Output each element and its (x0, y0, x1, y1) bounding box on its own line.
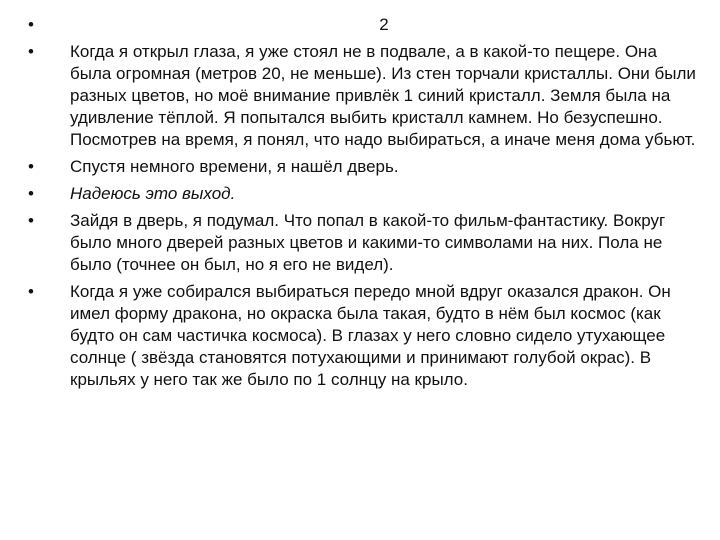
paragraph-text-italic: Надеюсь это выход. (70, 184, 236, 203)
bullet-icon: • (28, 42, 34, 61)
bullet-icon: • (28, 211, 34, 230)
bullet-icon: • (28, 15, 34, 34)
paragraph-text: Зайдя в дверь, я подумал. Что попал в какой-то фильм-фантастику. Вокруг было много дверей разных цветов и какими-то символами на них. Пола не было (точнее он был, но я его не видел). (70, 211, 666, 274)
paragraph-text: Спустя немного времени, я нашёл дверь. (70, 157, 399, 176)
list-item (28, 41, 698, 151)
list-item-page-number (28, 14, 698, 36)
paragraph-text: Когда я открыл глаза, я уже стоял не в подвале, а в какой-то пещере. Она была огромная (метров 20, не меньше). Из стен торчали кристаллы. Они были разных цветов, но моё внимание привлёк 1 синий кристалл. Земля была на удивление тёплой. Я попытался выбить кристалл камнем. Но безуспешно. Посмотрев на время, я понял, что надо выбираться, а иначе меня дома убьют. (70, 42, 696, 149)
bullet-icon: • (28, 282, 34, 301)
bullet-list (28, 14, 698, 396)
list-item (28, 156, 698, 178)
list-item (28, 281, 698, 391)
bullet-icon: • (28, 184, 34, 203)
list-item (28, 210, 698, 276)
list-item (28, 183, 698, 205)
page-number: 2 (379, 15, 389, 34)
bullet-icon: • (28, 157, 34, 176)
paragraph-text: Когда я уже собирался выбираться передо мной вдруг оказался дракон. Он имел форму дракона, но окраска была такая, будто в нём был космос (как будто он сам частичка космоса). В глазах у него словно сидело утухающее солнце ( звёзда становятся потухающими и принимают голубой окрас). В крыльях у него так же было по 1 солнцу на крыло. (70, 282, 671, 389)
